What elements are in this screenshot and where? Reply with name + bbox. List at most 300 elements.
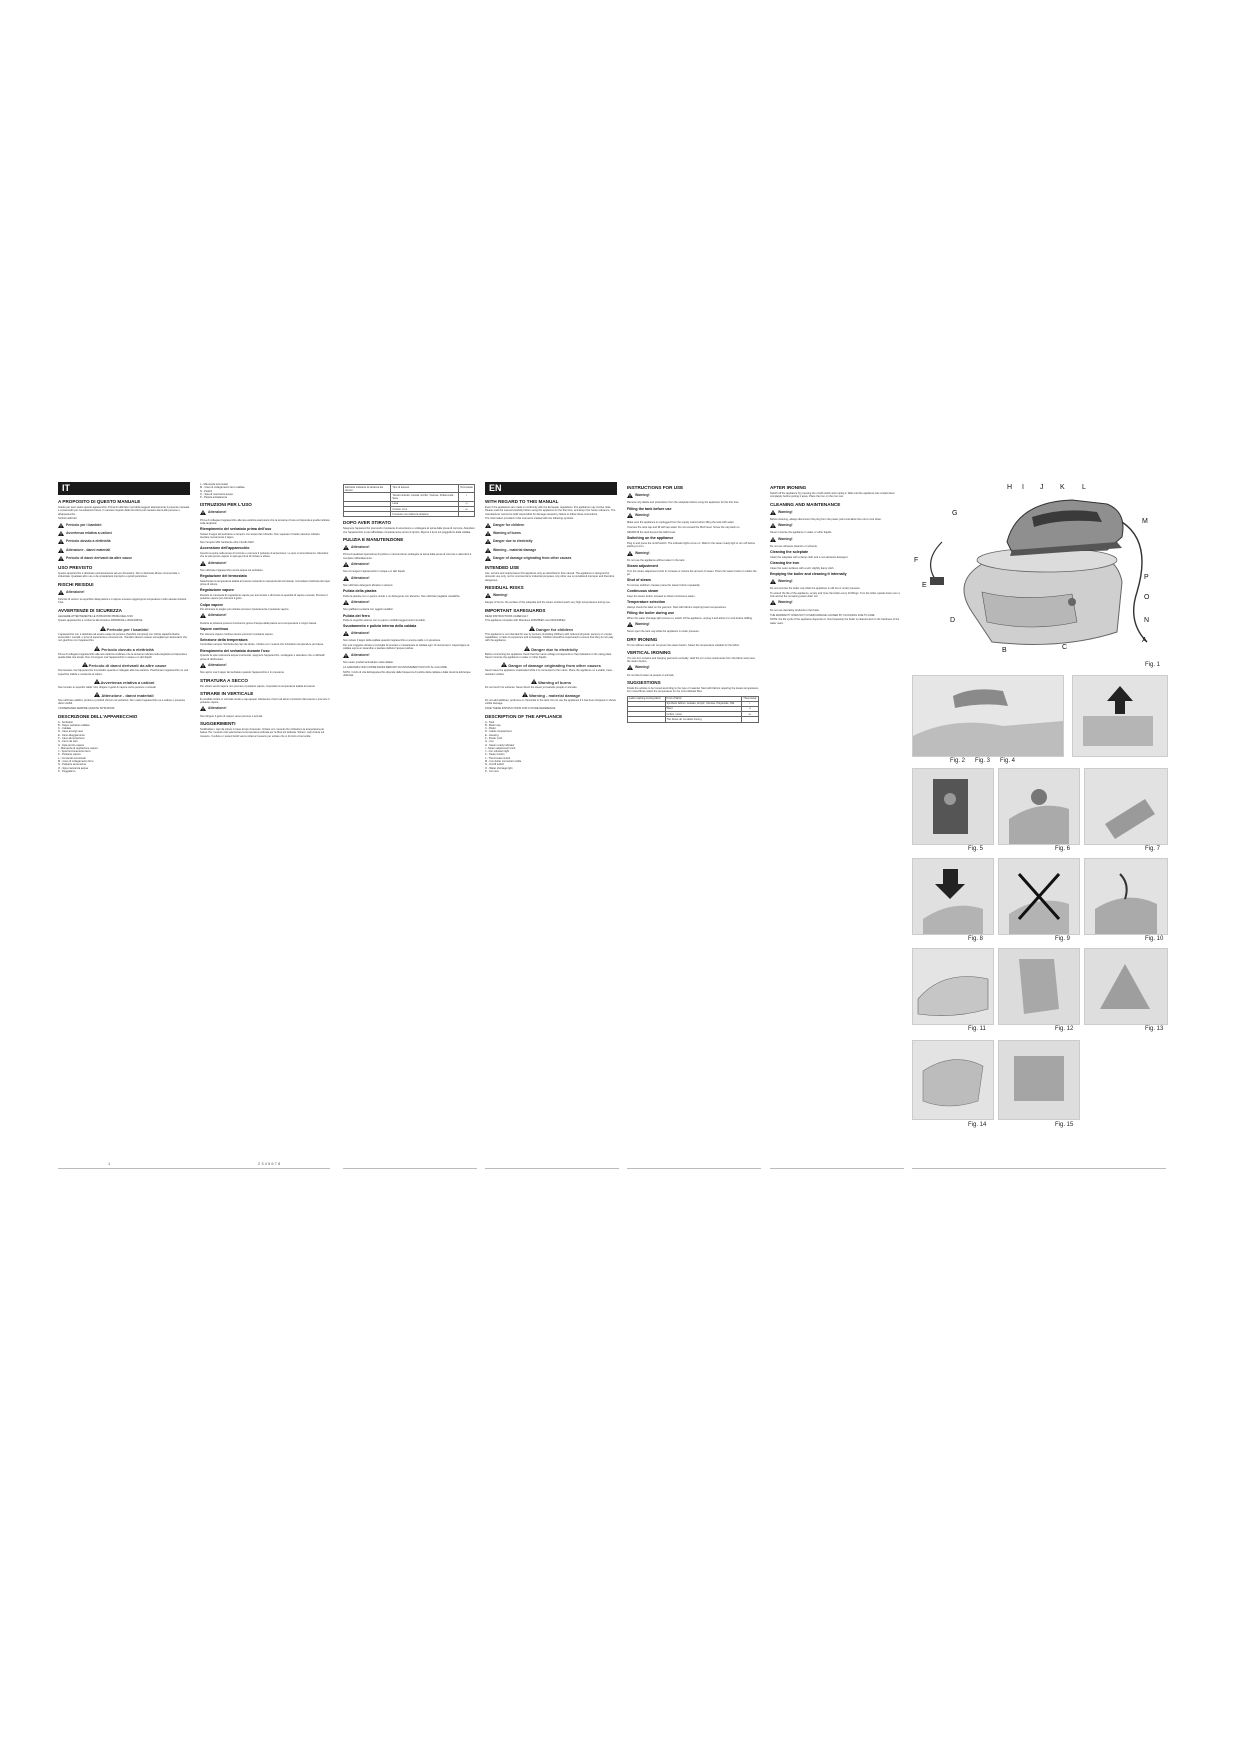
body-paragraph: Do not use descaling products in the boiler.	[770, 608, 820, 612]
warning-triangle-icon	[343, 631, 349, 636]
component-list-item: C - Caldaia	[58, 727, 71, 731]
figure-15-illustration	[999, 1041, 1079, 1119]
warning-icon-wrap	[770, 523, 776, 529]
warning-notice	[58, 548, 190, 554]
hazard-heading	[485, 646, 617, 652]
footer-rule	[58, 1168, 330, 1169]
subsection-heading: Vapore continuo	[200, 627, 229, 631]
table-cell: ••	[741, 706, 758, 711]
callout-label: G	[952, 510, 958, 517]
component-list-item: H - Spia pronto vapore	[58, 743, 85, 747]
column-content	[343, 520, 475, 677]
body-paragraph: When the water shortage light comes on, switch off the appliance, unplug it and allow it to cool before refilling.	[627, 616, 753, 620]
section-heading: INSTRUCTIONS FOR USE	[627, 485, 684, 490]
body-paragraph: Non utilizzare additivi, profumi o prodotti chimici nel serbatoio. Non usare l'apparecchio se è caduto o presenta danni visibili.	[58, 699, 185, 706]
table-cell: ••	[459, 501, 475, 506]
figure-label: Fig. 8	[968, 936, 984, 942]
hazard-heading	[485, 679, 617, 685]
body-paragraph: Non riempire MAI l'ambiente oltre il livello MAX.	[200, 541, 255, 545]
warning-notice	[58, 539, 190, 545]
warning-notice	[627, 622, 759, 628]
footer-rule	[485, 1168, 619, 1169]
warning-icon-wrap	[627, 551, 633, 557]
warning-notice	[343, 576, 475, 582]
warning-triangle-icon	[58, 523, 64, 528]
body-paragraph: You can iron curtains and hanging garments vertically. Hold the iron a few centimetres from the fabric and press the steam button.	[627, 656, 755, 664]
figure-14-panel	[912, 1040, 994, 1120]
warning-text: Warning!	[778, 536, 793, 541]
table-cell	[741, 717, 758, 722]
table-cell	[344, 493, 391, 501]
subsection-heading: Pulizia del ferro	[343, 613, 370, 618]
body-paragraph: Simboli utilizzati:	[58, 517, 78, 521]
figure-2-3-4-illustration	[913, 676, 1063, 756]
warning-icon-wrap	[58, 539, 64, 545]
table-cell: Label marking ironing fabric	[628, 696, 666, 701]
component-list-item: A - Serbatoio	[58, 720, 73, 724]
column-en-3	[770, 482, 902, 1162]
component-list-item: H - Steam ready indicator	[485, 743, 515, 747]
warning-notice	[200, 510, 330, 516]
component-list-item: N - Piedini	[200, 489, 212, 493]
section-heading: STIRATURA A SECCO	[200, 677, 248, 683]
warning-text: Attenzione!	[208, 706, 227, 711]
warning-triangle-icon	[485, 523, 491, 528]
table-cell: Synthetic fabrics, Acetate, Acrylic, Viscose, Polyamide, Silk	[665, 701, 741, 706]
warning-triangle-icon	[529, 626, 535, 631]
figure-label: Fig. 11	[968, 1026, 986, 1032]
warning-text: Pericolo dovuto a elettricità	[66, 539, 111, 544]
warning-icon-wrap	[770, 537, 776, 543]
section-heading: ISTRUZIONI PER L'USO	[200, 502, 252, 508]
body-paragraph: Use, service and maintenance this appliance only as described in this manual. The appliance is designed for domestic use only, not for commercial or industrial purposes. Any other use is considered improper and therefore dangerous.	[485, 572, 615, 582]
warning-triangle-icon	[485, 539, 491, 544]
warning-text: Warning!	[778, 578, 793, 583]
component-list-item: L - Thermostat control	[485, 756, 511, 760]
warning-notice	[343, 631, 475, 637]
body-paragraph: Do not use abrasive cleaners or solvents.	[770, 545, 818, 549]
warning-text: Pericolo di danni derivanti da altre cause	[66, 555, 132, 560]
table-cell: Lana	[391, 501, 459, 506]
warning-triangle-icon	[200, 510, 206, 515]
warning-text: Warning!	[778, 509, 793, 514]
hazard-heading-text: Pericolo di danni derivanti da altre cause	[88, 663, 167, 669]
warning-notice	[200, 561, 330, 567]
warning-triangle-icon	[627, 551, 633, 556]
callout-label: O	[1144, 594, 1150, 601]
warning-triangle-icon	[82, 662, 88, 667]
warning-text: Danger due to electricity	[493, 539, 533, 544]
callout-label: J	[1040, 484, 1044, 491]
figure-label: Fig. 6	[1055, 846, 1071, 852]
warning-text: Danger of damage originating from other causes	[493, 555, 572, 560]
footer-rule	[770, 1168, 904, 1169]
warning-triangle-icon	[524, 646, 530, 651]
warning-icon-wrap	[58, 531, 64, 537]
table-cell: •••	[741, 712, 758, 717]
page-number-middle: 2 3 4 5 6 7 8	[258, 1161, 281, 1166]
hazard-heading-text: Attenzione - danni materiali	[101, 693, 154, 699]
table-cell: Termostato	[459, 485, 475, 493]
callout-label: L	[1082, 484, 1086, 491]
warning-triangle-icon	[94, 646, 100, 651]
body-paragraph: Plug in and press the on/off switch. The indicator lights come on. Wait for the steam ready light to turn off before starting to iron.	[627, 541, 756, 549]
warning-icon-wrap	[627, 493, 633, 499]
table-cell: The tissue do not allow ironing	[665, 717, 741, 722]
warning-triangle-icon	[343, 576, 349, 581]
body-paragraph: The information provided in this manual is marked with the following symbols:	[485, 517, 574, 521]
callout-label: K	[1060, 484, 1065, 491]
component-list-item: K - Steam button	[485, 753, 505, 757]
warning-triangle-icon	[100, 626, 106, 631]
figure-9-illustration	[999, 859, 1079, 934]
component-list-item: M - Iron-boiler connection cable	[485, 760, 522, 764]
footer-rule	[343, 1168, 477, 1169]
warning-icon-wrap	[485, 523, 491, 529]
figure-7-illustration	[1085, 769, 1167, 844]
body-paragraph: Do not unscrew the boiler cap while the appliance is still hot or under pressure.	[770, 587, 861, 591]
table-cell	[628, 717, 666, 722]
table-row	[344, 493, 475, 501]
body-paragraph: This appliance is not intended for use by persons (including children) with reduced physical, sensory or mental capabilities, or lack of experience and knowledge. Children should be supervised to ensure that they do not play with the appliance.	[485, 632, 614, 643]
figure-label: Fig. 7	[1145, 846, 1161, 852]
warning-text: Warning!	[493, 593, 508, 598]
component-list-item: L - Manopola termostato	[200, 483, 229, 486]
warning-text: Warning!	[778, 523, 793, 528]
component-list-item: E - Housing	[485, 733, 499, 737]
language-tab-en: EN	[485, 482, 617, 495]
warning-icon-wrap	[770, 579, 776, 585]
warning-triangle-icon	[343, 562, 349, 567]
warning-icon-wrap	[200, 663, 206, 669]
warning-triangle-icon	[770, 510, 776, 515]
callout-label: P	[1144, 574, 1149, 581]
section-heading: DOPO AVER STIRATO	[343, 520, 392, 526]
subsection-heading: Switching on the appliance	[627, 536, 674, 541]
component-list-item: D - Cable compartment	[485, 730, 512, 734]
warning-triangle-icon	[485, 531, 491, 536]
figure-6-panel	[998, 768, 1080, 845]
body-paragraph: Do not direct steam at people or animals.	[627, 673, 675, 677]
body-paragraph: È possibile stirare in verticale tende e capi appesi. Mantenere il ferro ad alcuni centimetri dal tessuto e premere il pulsante vapore.	[200, 697, 330, 705]
figure-11-panel	[912, 948, 994, 1025]
warning-triangle-icon	[485, 556, 491, 561]
figure-13-panel	[1084, 948, 1168, 1025]
warning-notice	[200, 663, 330, 669]
body-paragraph: To iron without steam do not press the steam button. Select the temperature suitable for the fabric.	[627, 643, 740, 647]
body-paragraph: Never immerse the appliance in water or other liquids.	[770, 531, 832, 535]
component-list-item: K - Pulsante vapore	[58, 753, 81, 757]
callout-label: E	[922, 582, 927, 589]
table-cell: •	[741, 701, 758, 706]
warning-icon-wrap	[343, 600, 349, 606]
warning-triangle-icon	[522, 692, 528, 697]
section-heading: DESCRIZIONE DELL'APPARECCHIO	[58, 713, 138, 719]
figure-label: Fig. 4	[1000, 758, 1016, 764]
table-cell: •	[459, 493, 475, 501]
warning-triangle-icon	[58, 548, 64, 553]
column-en-2	[627, 482, 759, 1162]
component-list-item: D - Vano avvolgi cavo	[58, 730, 84, 734]
figure-12-panel	[998, 948, 1080, 1025]
figure-10-illustration	[1085, 859, 1167, 934]
body-paragraph: Pulire la piastra con un panno umido e un detergente non abrasivo. Non utilizzare pagliette metalliche.	[343, 594, 461, 598]
figure-label: Fig. 3	[975, 758, 991, 764]
callout-label: A	[1142, 637, 1147, 644]
section-heading: AFTER IRONING	[770, 485, 807, 490]
column-it-2	[200, 482, 330, 1162]
figure-label: Fig. 10	[1145, 936, 1164, 942]
hazard-heading-text: Pericolo dovuto a elettricità	[101, 646, 154, 652]
warning-text: Attenzione - danni materiali	[66, 547, 111, 552]
warning-notice	[770, 537, 902, 543]
warning-notice	[485, 539, 617, 545]
body-paragraph: Never open the tank cap while the appliance is under pressure.	[627, 630, 700, 634]
body-paragraph: Unscrew the tank cap and fill with tap water. Do not exceed the MAX level. Screw the cap back on.	[627, 526, 741, 530]
body-paragraph: Remove any labels and protections from the soleplate before using the appliance for the first time.	[627, 501, 740, 505]
warning-triangle-icon	[627, 513, 633, 518]
table-cell: Etichetta indicante la stiratura dei tessuti	[344, 485, 391, 493]
body-paragraph: Ruotare la manopola di regolazione vapore per aumentare o diminuire la quantità di vapore emessa. Premere il pulsante vapore per ottenere il getto.	[200, 593, 328, 601]
steam-station-illustration	[912, 482, 1166, 657]
warning-notice	[58, 590, 190, 596]
component-list	[200, 483, 330, 499]
body-paragraph: To extend the life of the appliance, empty and rinse the boiler every 10 fillings. Turn the boiler upside down over a sink and let the remaining water drain out.	[770, 591, 900, 599]
figure-8-panel	[912, 858, 994, 935]
body-paragraph: Non immergere l'apparecchio in acqua o in altri liquidi.	[343, 570, 406, 574]
warning-text: Pericolo per i bambini	[66, 522, 102, 527]
hazard-heading-text: Danger due to electricity	[531, 646, 578, 652]
warning-triangle-icon	[770, 523, 776, 528]
body-paragraph: Never leave the appliance unattended while it is connected to the mains. Place the appliance on a stable, heat-resistant surface.	[485, 669, 613, 676]
hazard-heading	[58, 646, 190, 652]
figure-5-illustration	[913, 769, 993, 844]
warning-icon-wrap	[343, 653, 349, 659]
component-list-item: L - Comando termostato	[58, 756, 86, 760]
section-heading: DESCRIPTION OF THE APPLIANCE	[485, 713, 563, 719]
figure-5-panel	[912, 768, 994, 845]
figure-8-illustration	[913, 859, 993, 934]
callout-label: C	[1062, 644, 1068, 651]
warning-triangle-icon	[200, 561, 206, 566]
section-heading: DRY IRONING	[627, 636, 658, 642]
hazard-heading	[58, 626, 190, 632]
warning-text: Avvertenza relativa a ustioni	[66, 530, 112, 535]
column-content	[58, 499, 190, 773]
body-paragraph: Per una maggiore durata si consiglia di svuotare e risciacquare la caldaia ogni 10 riempimenti. Capovolgere la caldaia sopra un lavandino e lasciare defluire l'acqua residua.	[343, 644, 470, 651]
warning-triangle-icon	[58, 539, 64, 544]
warning-triangle-icon	[627, 665, 633, 670]
section-heading: RISCHI RESIDUI	[58, 581, 94, 587]
figure-label: Fig. 13	[1145, 1026, 1164, 1032]
subsection-heading: Continuous steam	[627, 589, 659, 594]
component-list	[485, 721, 617, 774]
warning-icon-wrap	[485, 548, 491, 554]
warning-notice	[770, 510, 902, 516]
table-cell: Tessuti sintetici, Acetati, Acrilici, Viscose, Poliammide, Seta	[391, 493, 459, 501]
component-list-item: N - On/off switch	[485, 763, 505, 767]
warning-text: Attenzione!	[208, 560, 227, 565]
subsection-heading: Filling the tank before use	[627, 506, 672, 511]
figure-label: Fig. 9	[1055, 936, 1071, 942]
figure-7-panel	[1084, 768, 1168, 845]
figure-14-illustration	[913, 1041, 993, 1119]
column-content	[627, 485, 759, 694]
table-row	[344, 485, 475, 493]
subsection-heading: Colpo vapore	[200, 602, 223, 607]
figure-9-panel	[998, 858, 1080, 935]
figure-label: Fig. 15	[1055, 1122, 1074, 1128]
section-heading: IMPORTANT SAFEGUARDS	[485, 607, 546, 613]
warning-text: Warning!	[778, 600, 793, 605]
warning-icon-wrap	[58, 548, 64, 554]
body-paragraph: NOTA: il ciclo di vita dell'apparecchio dipende dalla frequenza di pulizia della caldaia e dalla durezza dell'acqua utilizzata.	[343, 670, 471, 677]
section-heading: SUGGESTIONS	[627, 679, 661, 685]
warning-text: Attenzione!	[208, 510, 227, 515]
component-list-item: M - Cavo di collegamento ferro caldaia	[200, 486, 245, 490]
subsection-heading: Riempimento del serbatoio durante l'uso	[200, 648, 270, 653]
section-heading: SUGGERIMENTI	[200, 721, 236, 727]
body-paragraph: Pericolo di ustioni: la superficie della piastra e il vapore emesso raggiungono temperature molto elevate durante l'uso.	[58, 598, 187, 605]
warning-notice	[58, 523, 190, 529]
subsection-heading: Accensione dell'apparecchio	[200, 546, 250, 551]
warning-icon-wrap	[343, 562, 349, 568]
body-paragraph: Non usare prodotti anticalcare nella caldaia.	[343, 661, 394, 665]
warning-text: Danger for children	[493, 522, 525, 527]
figure-4-illustration	[1073, 676, 1167, 756]
section-heading: VERTICAL IRONING	[627, 649, 671, 655]
warning-triangle-icon	[501, 662, 507, 667]
section-heading: PULIZIA E MANUTENZIONE	[343, 537, 404, 543]
footer-rule	[627, 1168, 761, 1169]
figure-label: Fig. 12	[1055, 1026, 1074, 1032]
warning-icon-wrap	[485, 593, 491, 599]
warning-text: Attenzione!	[351, 545, 370, 550]
body-paragraph: Selezionare la temperatura adatta al tessuto ruotando la manopola del termostato. Consultare l'etichetta del capo prima di stirare.	[200, 579, 330, 587]
warning-triangle-icon	[343, 545, 349, 550]
table-row	[628, 717, 759, 722]
figure-1-steam-station	[912, 482, 1166, 657]
warning-icon-wrap	[485, 539, 491, 545]
warning-notice	[627, 665, 759, 671]
warning-triangle-icon	[770, 600, 776, 605]
component-list-item: E - Vano alloggiamento	[58, 733, 85, 737]
body-paragraph: Non toccare le superfici calde. Non dirigere il getto di vapore verso persone o animali.	[58, 685, 157, 689]
warning-notice	[343, 545, 475, 551]
figure-2-3-4	[912, 675, 1064, 757]
hazard-heading	[485, 692, 617, 698]
warning-triangle-icon	[770, 537, 776, 542]
subsection-heading: Riempimento del serbatoio prima dell'uso	[200, 527, 272, 532]
body-paragraph: SAVE THESE INSTRUCTIONS FOR FUTURE REFERENCE.	[485, 707, 557, 711]
subsection-heading: Emptying the boiler and cleaning it internally	[770, 572, 847, 577]
warning-text: Attenzione!	[208, 662, 227, 667]
page-number-left: 1	[108, 1161, 111, 1166]
warning-notice	[343, 562, 475, 568]
section-heading: AVVERTENZE DI SICUREZZA	[58, 607, 122, 613]
body-paragraph: Make sure the appliance is unplugged from the supply mains before filling the tank with water.	[627, 521, 735, 525]
body-paragraph: Inserire la spina nella presa di corrente e premere il pulsante di accensione. Le spie si accenderanno. Attendere che la spia pronto vapore si spenga prima di iniziare a stirare.	[200, 551, 329, 559]
body-paragraph: THE WARRANTY DOES NOT COVER DAMAGE CAUSED BY CLOGGING DUE TO LIME.	[770, 613, 876, 617]
callout-label: M	[1142, 518, 1148, 525]
warning-notice	[770, 600, 902, 606]
warning-triangle-icon	[343, 653, 349, 658]
table-cell: Tipo di tessuto	[391, 485, 459, 493]
warning-icon-wrap	[200, 510, 206, 516]
body-paragraph: Turn the steam adjustment knob to increase or reduce the amount of steam. Press the steam button to obtain the jet.	[627, 569, 757, 577]
body-paragraph: Non dirigere il getto di vapore verso persone o animali.	[200, 714, 263, 718]
warning-notice	[200, 706, 330, 712]
figure-15-panel	[998, 1040, 1080, 1120]
callout-label: D	[950, 617, 956, 624]
table-row	[344, 512, 475, 517]
warning-text: Attenzione!	[66, 589, 85, 594]
component-list-item: J - Iron indicator light	[485, 750, 510, 754]
warning-triangle-icon	[58, 590, 64, 595]
body-paragraph: Suddividere i capi da stirare in base al tipo di tessuto. Iniziare con i tessuti che richiedono la temperatura più bassa. Per i tessuti misti selezionare la temperatura indicata per la fibra più delicata. Stirare i capi di lana sul rovescio. Il velluto e i tessuti lucidi vanno stirati al rovescio per evitare che si formino zone lucide.	[200, 728, 325, 738]
section-heading: STIRARE IN VERTICALE	[200, 690, 254, 696]
body-paragraph: Before connecting the appliance check that the mains voltage corresponds to that indicated on the rating plate. Never immerse the appliance in water or other liquids.	[485, 652, 612, 659]
component-list-item: I - Manopola di regolazione vapore	[58, 746, 98, 750]
warning-icon-wrap	[200, 706, 206, 712]
warning-icon-wrap	[770, 600, 776, 606]
warning-icon-wrap	[200, 613, 206, 619]
warning-notice	[627, 493, 759, 499]
warning-text: Warning of burns	[493, 530, 521, 535]
subsection-heading: Cleaning the soleplate	[770, 550, 809, 555]
warning-triangle-icon	[627, 493, 633, 498]
hazard-heading-text: Danger of damage originating from other causes	[508, 663, 601, 669]
table-cell: Cotton, Linen	[665, 712, 741, 717]
warning-triangle-icon	[485, 548, 491, 553]
warning-icon-wrap	[343, 545, 349, 551]
body-paragraph: Prima di qualsiasi operazione di pulizia o manutenzione scollegare la spina dalla presa di corrente e attendere il completo raffreddamento.	[343, 553, 472, 560]
warning-icon-wrap	[485, 531, 491, 537]
warning-notice	[485, 556, 617, 562]
component-list-item: F - Cavo alimentazione	[58, 737, 85, 740]
table-cell: Kind of fabric	[665, 696, 741, 701]
hazard-heading	[58, 679, 190, 685]
callout-label: F	[914, 557, 919, 564]
hazard-heading	[58, 692, 190, 698]
table-cell: Wool	[665, 706, 741, 711]
body-paragraph: Before cleaning, always disconnect the plug from the power point and allow the unit to cool down.	[770, 517, 882, 521]
body-paragraph: Durante la stiratura possono fuoriuscire gocce d'acqua dalla piastra se la temperatura è troppo bassa.	[200, 621, 317, 625]
subsection-heading: Cleaning the iron	[770, 561, 800, 566]
body-paragraph: Clean the soleplate with a damp cloth and a non-abrasive detergent.	[770, 555, 849, 559]
warning-notice	[485, 593, 617, 599]
component-list-item: M - Cavo di collegamento ferro	[58, 760, 94, 764]
warning-notice	[627, 513, 759, 519]
warning-icon-wrap	[627, 665, 633, 671]
warning-triangle-icon	[531, 679, 537, 684]
warning-text: Warning!	[635, 621, 650, 626]
subsection-heading: Regolazione del termostato	[200, 574, 247, 579]
body-paragraph: Non graffiare la piastra con oggetti metallici.	[343, 608, 394, 612]
component-list-item: B - Tappo serbatoio caldaia	[58, 723, 90, 727]
hazard-heading	[485, 626, 617, 632]
body-paragraph: LEGGERE ATTENTAMENTE LE ISTRUZIONI PRIMA DELL'USO	[58, 614, 134, 618]
warning-notice	[770, 579, 902, 585]
component-list-item: I - Steam adjustment knob	[485, 746, 516, 750]
warning-text: Attenzione!	[351, 599, 370, 604]
warning-triangle-icon	[200, 663, 206, 668]
body-paragraph: Spegnere l'apparecchio premendo il pulsante di accensione e scollegare la spina dalla presa di corrente. Attendere che l'apparecchio si sia raffreddato completamente prima di riporlo. Riporre il ferro sul poggiaferro della caldaia.	[343, 527, 475, 534]
warning-triangle-icon	[94, 679, 100, 684]
component-list-item: C - Boiler	[485, 727, 496, 731]
body-paragraph: Do not use the appliance without water in the tank.	[627, 558, 686, 562]
warning-notice	[58, 556, 190, 562]
